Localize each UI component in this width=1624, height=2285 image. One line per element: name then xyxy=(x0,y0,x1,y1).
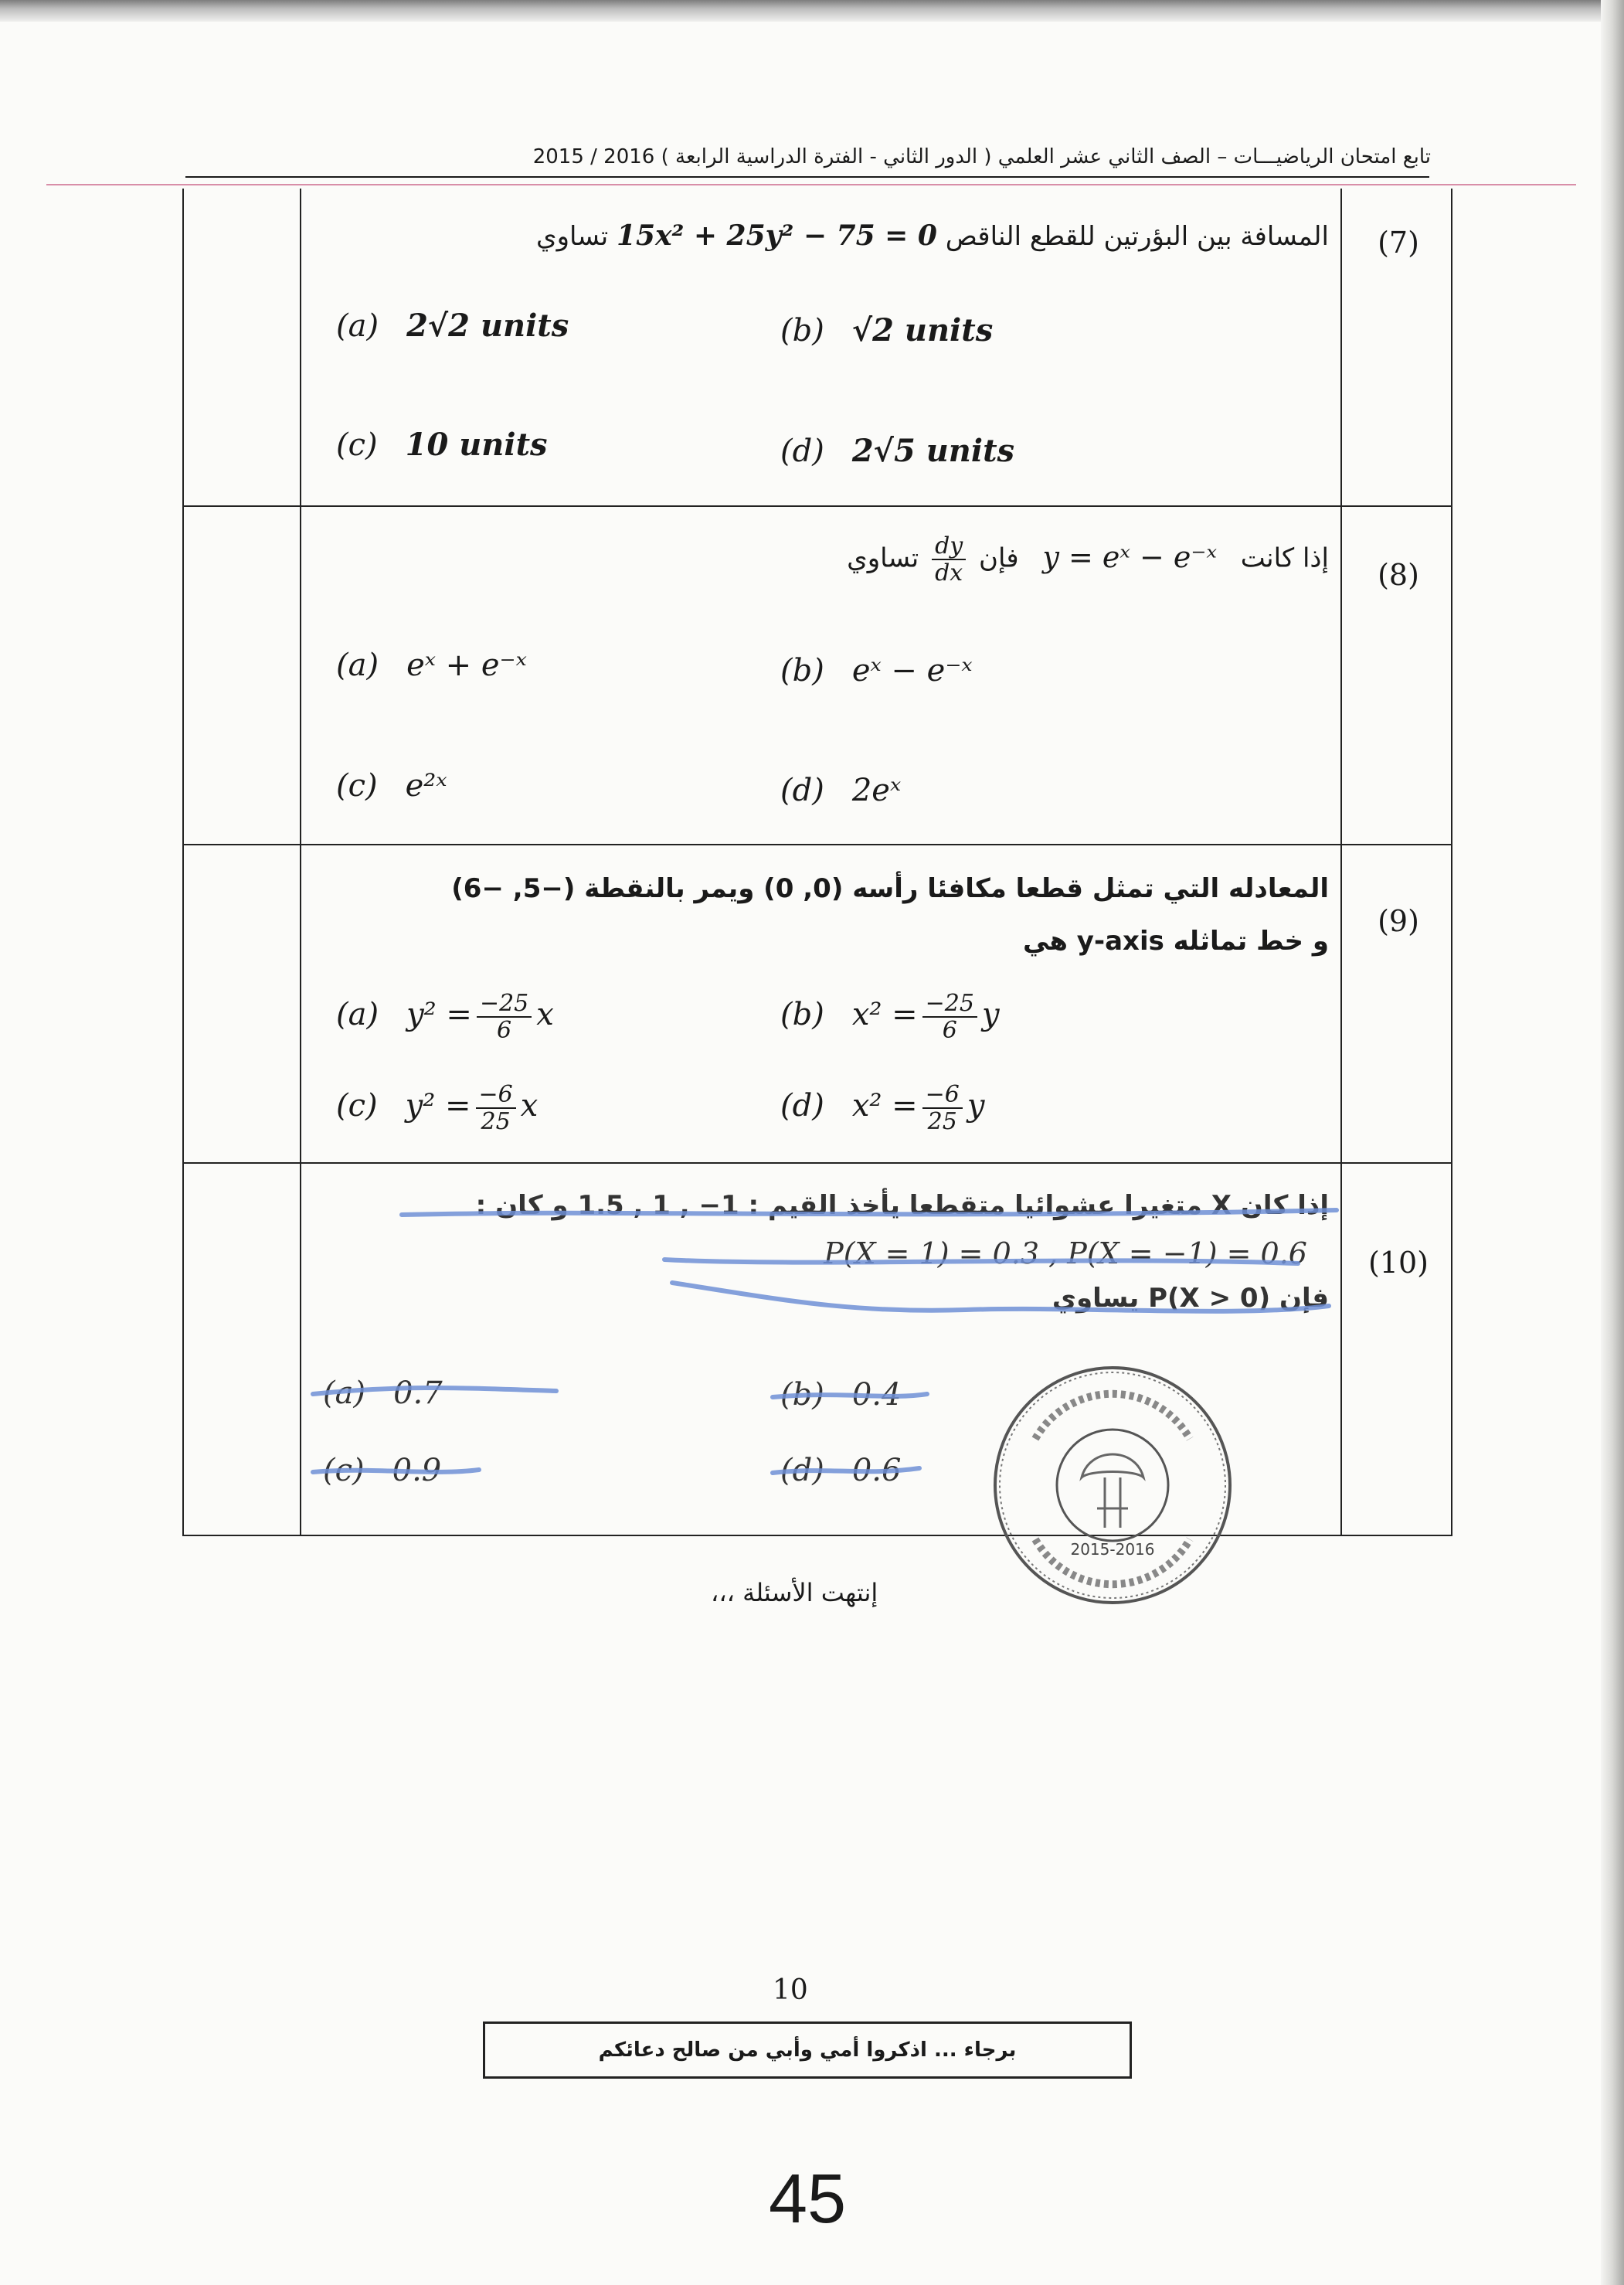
option-label: (b) xyxy=(780,653,824,689)
option-label: (d) xyxy=(780,434,824,469)
question-7-stem-text: المسافة بين البؤرتين للقطع الناقص xyxy=(945,221,1329,252)
question-9-stem-line1: المعادله التي تمثل قطعا مكافئا رأسه (0, 0) ويمر بالنقطة (−5, −6) xyxy=(451,873,1329,904)
fraction-denominator: dx xyxy=(935,559,963,587)
pen-stroke-option-d xyxy=(773,1468,919,1473)
question-8-stem-end: تساوي xyxy=(847,542,919,574)
option-label: (c) xyxy=(336,427,378,463)
stamp-year: 2015-2016 xyxy=(1070,1540,1155,1559)
option-label: (c) xyxy=(336,1088,378,1124)
stamp-arc-text-top xyxy=(1035,1394,1190,1439)
option-label: (b) xyxy=(780,313,824,349)
pen-stroke-option-c xyxy=(313,1470,479,1472)
stamp-outer-ring xyxy=(995,1368,1230,1603)
option-value: e²ˣ xyxy=(405,768,447,804)
question-9-stem-line2: و خط تماثله y-axis هي xyxy=(1022,926,1329,957)
fraction-numerator: −6 xyxy=(476,1082,516,1109)
question-9-number: (9) xyxy=(1378,904,1419,938)
option-label: (c) xyxy=(323,1453,365,1488)
fraction-denominator: 6 xyxy=(497,1017,512,1044)
option-lhs: x² = xyxy=(851,1088,918,1124)
option-value: 2√5 units xyxy=(851,433,1015,469)
option-value: eˣ − e⁻ˣ xyxy=(851,653,973,689)
option-label: (b) xyxy=(780,1377,824,1413)
option-variable: y xyxy=(981,997,1000,1032)
option-value: √2 units xyxy=(851,312,994,349)
question-8-stem-text: إذا كانت xyxy=(1240,542,1329,574)
fraction-numerator: dy xyxy=(932,533,966,560)
question-10-stem-line3: فإن P(X > 0) يساوي xyxy=(1052,1283,1329,1314)
option-label: (a) xyxy=(336,997,379,1032)
sheet-number: 45 xyxy=(769,2161,847,2238)
option-label: (a) xyxy=(336,308,379,344)
option-variable: y xyxy=(967,1088,985,1124)
question-7-stem-end: تساوي xyxy=(535,221,609,252)
question-7-number: (7) xyxy=(1378,226,1419,260)
page-number: 10 xyxy=(773,1974,808,2006)
option-label: (b) xyxy=(780,997,824,1032)
option-value: eˣ + e⁻ˣ xyxy=(406,648,527,683)
question-8-number: (8) xyxy=(1378,558,1419,592)
footer-prayer-box xyxy=(483,2021,1132,2079)
fraction-denominator: 25 xyxy=(481,1108,511,1135)
question-10-stem-line2: P(X = 1) = 0.3 , P(X = −1) = 0.6 xyxy=(824,1236,1307,1270)
option-value: 0.9 xyxy=(392,1453,442,1488)
option-value: 0.7 xyxy=(393,1375,443,1411)
question-7-equation: 15x² + 25y² − 75 = 0 xyxy=(616,219,937,252)
pen-stroke-line2 xyxy=(664,1260,1298,1263)
question-8-equation: y = eˣ − e⁻ˣ xyxy=(1042,539,1217,574)
official-stamp-seal xyxy=(989,1362,1236,1609)
option-lhs: x² = xyxy=(851,997,918,1032)
fraction-denominator: 25 xyxy=(927,1108,957,1135)
fraction-numerator: −25 xyxy=(477,991,532,1018)
option-variable: x xyxy=(520,1088,539,1124)
option-value: 2eˣ xyxy=(851,773,902,808)
option-lhs: y² = xyxy=(406,997,472,1032)
end-of-questions: إنتهت الأسئلة ،،، xyxy=(711,1578,878,1607)
option-label: (d) xyxy=(780,773,824,808)
option-label: (d) xyxy=(780,1088,824,1124)
option-label: (a) xyxy=(323,1375,366,1411)
fraction-numerator: −6 xyxy=(922,1082,963,1109)
exam-header: تابع امتحان الرياضيـــات – الصف الثاني عشر العلمي ( الدور الثاني - الفترة الدراسية الرابعة ) 2016 / 2015 xyxy=(532,145,1431,168)
stamp-dotted-ring xyxy=(1000,1372,1225,1598)
option-label: (c) xyxy=(336,768,378,804)
option-label: (a) xyxy=(336,648,379,683)
stamp-emblem-body xyxy=(1097,1477,1128,1528)
option-variable: x xyxy=(536,997,554,1032)
question-8-stem-mid: فإن xyxy=(979,542,1019,574)
option-label: (d) xyxy=(780,1453,824,1488)
footer-prayer-text: برجاء ... اذكروا أمي وأبي من صالح دعائكم xyxy=(598,2038,1017,2062)
fraction-numerator: −25 xyxy=(922,991,977,1018)
stamp-inner-ring xyxy=(1057,1430,1168,1541)
option-value: 10 units xyxy=(405,427,548,463)
fraction-denominator: 6 xyxy=(942,1017,957,1044)
option-value: 0.4 xyxy=(851,1377,902,1413)
stamp-emblem-eagle xyxy=(1082,1454,1143,1477)
pen-stroke-line1 xyxy=(402,1210,1337,1215)
pen-stroke-option-a xyxy=(313,1388,556,1394)
question-10-stem-line1: إذا كان X متغيرا عشوائيا متقطعا يأخذ القيم : 1− , 1 , 1.5 و كان : xyxy=(475,1190,1329,1221)
pen-stroke-line3 xyxy=(672,1283,1329,1311)
option-lhs: y² = xyxy=(405,1088,471,1124)
pen-stroke-option-b xyxy=(773,1394,927,1397)
option-value: 0.6 xyxy=(851,1453,902,1488)
question-10-number: (10) xyxy=(1367,1246,1429,1280)
option-value: 2√2 units xyxy=(406,308,569,344)
